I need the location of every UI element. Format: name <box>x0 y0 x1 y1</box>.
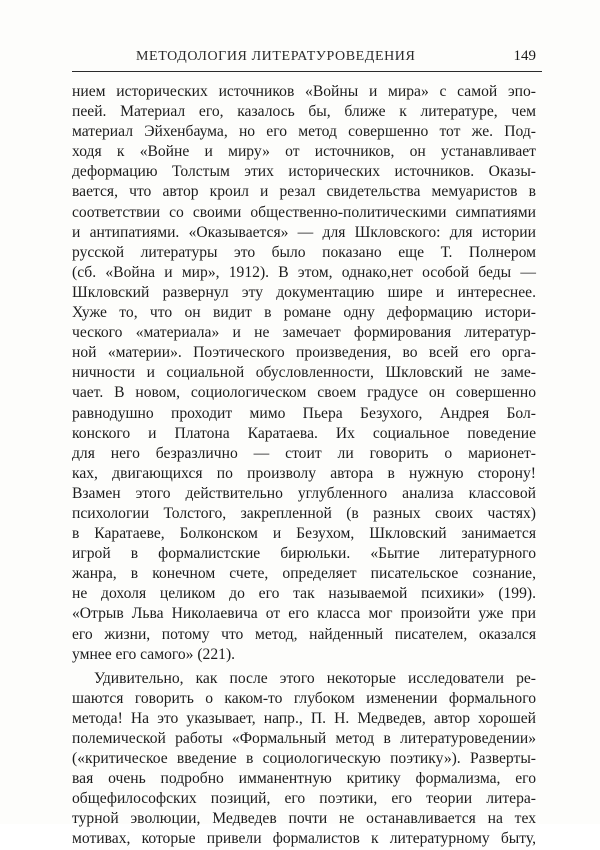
text-line: вается, что автор кроил и резал свидетельства мемуаристов в <box>72 183 536 201</box>
text-line: (сб. «Война и мир», 1912). В этом, однако,нет особой беды — <box>72 263 536 281</box>
text-line: его жизни, потому что метод, найденный писателем, оказался <box>72 625 536 643</box>
text-line: пеей. Материал его, казалось бы, ближе к литературе, чем <box>72 103 536 121</box>
body-text <box>72 82 536 850</box>
text-line: мотивах, которые привели формалистов к литературному быту, <box>72 830 536 848</box>
text-line: психологии Толстого, закрепленной (в разных своих частях) <box>72 504 536 522</box>
text-line: «Отрыв Льва Николаевича от его класса мог произойти уже при <box>72 605 536 623</box>
text-line: полемической работы «Формальный метод в литературоведении» <box>72 730 536 747</box>
text-line: соответствии со своими общественно-политическими симпатиями <box>72 203 536 221</box>
running-header <box>72 47 542 72</box>
paragraph-1 <box>72 82 536 665</box>
text-line: шаются говорить о каком-то глубоком изменении формального <box>72 689 536 707</box>
text-line: равнодушно проходит мимо Пьера Безухого, Андрея Бол- <box>72 404 536 422</box>
text-line: и антипатиями. «Оказывается» — для Шкловского: для истории <box>72 223 536 241</box>
text-line: ной «материи». Поэтического произведения, во всей его орга- <box>72 344 536 362</box>
text-line: метода! На это указывает, напр., П. Н. Медведев, автор хорошей <box>72 709 536 727</box>
running-title: МЕТОДОЛОГИЯ ЛИТЕРАТУРОВЕДЕНИЯ <box>136 49 416 64</box>
paragraph-2 <box>72 669 536 850</box>
text-line: общефилософских позиций, его поэтики, его теории литера- <box>72 790 536 808</box>
text-line: умнее его самого» (221). <box>72 645 236 663</box>
text-line: Шкловский развернул эту документацию шире и интереснее. <box>72 283 536 301</box>
text-line: жанра, в конечном счете, определяет писательское сознание, <box>72 565 536 583</box>
text-line: Хуже то, что он видит в романе одну деформацию истори- <box>72 304 536 322</box>
text-line: Удивительно, как после этого некоторые исследователи ре- <box>94 669 536 687</box>
page-number: 149 <box>513 48 536 64</box>
text-line: игрой в формалистские бирюльки. «Бытие литературного <box>72 545 536 563</box>
text-line: ничности и социальной обусловленности, Шкловский не заме- <box>72 364 536 382</box>
text-line: чает. В новом, социологическом своем градусе он совершенно <box>72 384 536 402</box>
text-line: ческого «материала» и не замечает формирования литератур- <box>72 324 536 342</box>
text-line: ках, двигающихся по произволу автора в нужную сторону! <box>72 464 536 482</box>
text-line: вая очень подробно имманентную критику формализма, его <box>72 770 536 788</box>
text-line: для него безразлично — стоит ли говорить о марионет- <box>72 444 536 462</box>
text-line: Взамен этого действительно углубленного анализа классовой <box>72 484 536 502</box>
text-line: русской литературы это было показано еще Т. Полнером <box>72 243 536 261</box>
text-line: не дохоля целиком до его так называемой психики» (199). <box>72 585 536 603</box>
text-line: материал Эйхенбаума, но его метод совершенно тот же. Под- <box>72 123 536 141</box>
text-line: ходя к «Войне и миру» от источников, он устанавливает <box>72 143 536 161</box>
text-line: конского и Платона Каратаева. Их социальное поведение <box>72 424 536 442</box>
text-line: турной эволюции, Медведев почти не останавливается на тех <box>72 810 536 828</box>
text-line: в Каратаеве, Болконском и Безухом, Шкловский занимается <box>72 525 536 543</box>
text-line: деформацию Толстым этих исторических источников. Оказы- <box>72 163 536 181</box>
text-line: («критическое введение в социологическую поэтику»). Разверты- <box>72 750 536 768</box>
text-line: нием исторических источников «Войны и мира» с самой эпо- <box>72 83 536 100</box>
